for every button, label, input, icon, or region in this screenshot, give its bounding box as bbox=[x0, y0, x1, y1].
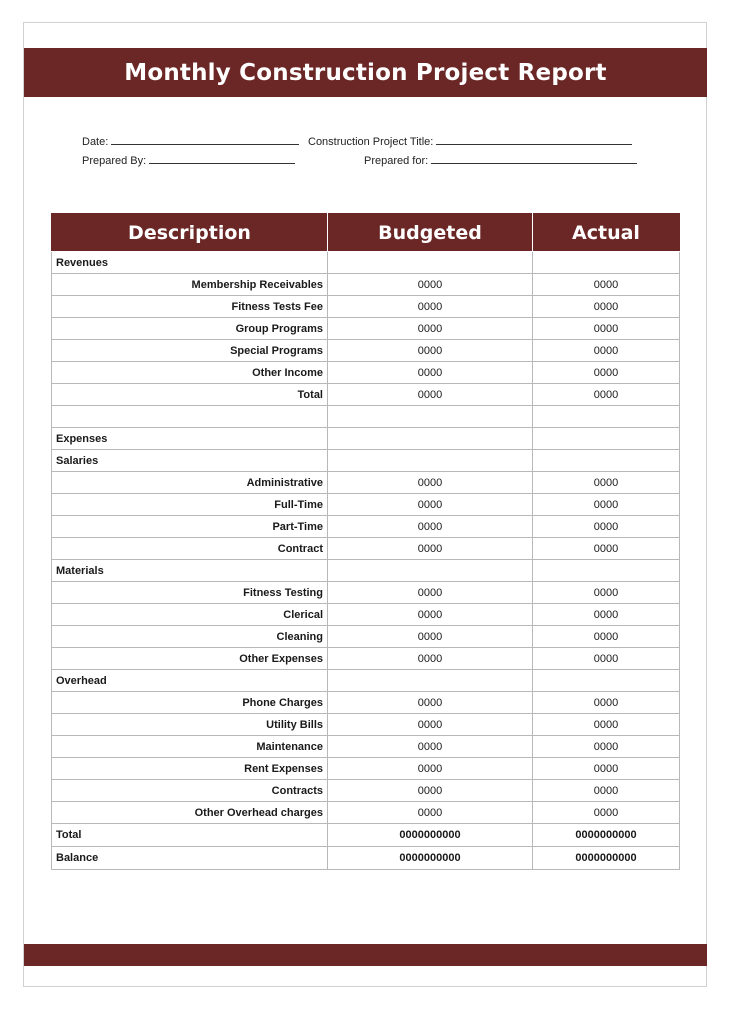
row-actual-value[interactable]: 0000 bbox=[533, 758, 680, 780]
table-row bbox=[52, 384, 680, 406]
row-actual-value[interactable]: 0000 bbox=[533, 626, 680, 648]
row-budgeted-value[interactable] bbox=[328, 406, 533, 428]
row-actual-value[interactable] bbox=[533, 560, 680, 582]
row-description: Cleaning bbox=[52, 626, 328, 648]
date-field bbox=[82, 135, 299, 148]
table-row bbox=[52, 802, 680, 824]
row-actual-value[interactable]: 0000 bbox=[533, 516, 680, 538]
table-row bbox=[52, 780, 680, 802]
table-row bbox=[52, 340, 680, 362]
row-budgeted-value[interactable]: 0000 bbox=[328, 582, 533, 604]
row-description: Materials bbox=[52, 560, 328, 582]
prepared-by-blank-line[interactable] bbox=[149, 154, 295, 164]
row-actual-value[interactable]: 0000 bbox=[533, 318, 680, 340]
row-budgeted-value[interactable]: 0000 bbox=[328, 736, 533, 758]
section-row bbox=[52, 252, 680, 274]
table-row bbox=[52, 692, 680, 714]
row-description: Special Programs bbox=[52, 340, 328, 362]
row-budgeted-value[interactable]: 0000 bbox=[328, 274, 533, 296]
row-actual-value[interactable]: 0000 bbox=[533, 736, 680, 758]
header-actual: Actual bbox=[533, 214, 680, 252]
row-description: Revenues bbox=[52, 252, 328, 274]
row-description: Expenses bbox=[52, 428, 328, 450]
row-actual-value[interactable]: 0000000000 bbox=[533, 847, 680, 870]
row-actual-value[interactable]: 0000 bbox=[533, 384, 680, 406]
row-budgeted-value[interactable]: 0000000000 bbox=[328, 847, 533, 870]
row-budgeted-value[interactable]: 0000 bbox=[328, 626, 533, 648]
row-budgeted-value[interactable]: 0000 bbox=[328, 604, 533, 626]
section-row bbox=[52, 560, 680, 582]
row-description: Other Income bbox=[52, 362, 328, 384]
row-actual-value[interactable]: 0000 bbox=[533, 780, 680, 802]
row-description: Salaries bbox=[52, 450, 328, 472]
date-blank-line[interactable] bbox=[111, 135, 299, 145]
row-budgeted-value[interactable]: 0000 bbox=[328, 296, 533, 318]
footer-banner bbox=[24, 944, 707, 966]
header-description: Description bbox=[52, 214, 328, 252]
row-description: Phone Charges bbox=[52, 692, 328, 714]
row-actual-value[interactable]: 0000 bbox=[533, 802, 680, 824]
table-row bbox=[52, 516, 680, 538]
table-header-row bbox=[52, 214, 680, 252]
summary-row bbox=[52, 824, 680, 847]
row-actual-value[interactable]: 0000 bbox=[533, 582, 680, 604]
row-description: Balance bbox=[52, 847, 328, 870]
row-budgeted-value[interactable]: 0000 bbox=[328, 692, 533, 714]
row-budgeted-value[interactable]: 0000 bbox=[328, 384, 533, 406]
row-actual-value[interactable]: 0000 bbox=[533, 714, 680, 736]
row-budgeted-value[interactable]: 0000 bbox=[328, 802, 533, 824]
table-row bbox=[52, 274, 680, 296]
row-description: Total bbox=[52, 384, 328, 406]
section-row bbox=[52, 670, 680, 692]
row-description bbox=[52, 406, 328, 428]
prepared-by-field bbox=[82, 154, 295, 167]
row-description: Clerical bbox=[52, 604, 328, 626]
row-description: Full-Time bbox=[52, 494, 328, 516]
row-actual-value[interactable]: 0000 bbox=[533, 472, 680, 494]
row-budgeted-value[interactable]: 0000 bbox=[328, 780, 533, 802]
row-actual-value[interactable]: 0000 bbox=[533, 340, 680, 362]
row-actual-value[interactable] bbox=[533, 428, 680, 450]
row-budgeted-value[interactable]: 0000 bbox=[328, 714, 533, 736]
row-description: Fitness Tests Fee bbox=[52, 296, 328, 318]
table-row bbox=[52, 494, 680, 516]
section-row bbox=[52, 428, 680, 450]
row-actual-value[interactable] bbox=[533, 450, 680, 472]
row-description: Contracts bbox=[52, 780, 328, 802]
date-label: Date: bbox=[82, 136, 109, 148]
table-row bbox=[52, 714, 680, 736]
row-budgeted-value[interactable]: 0000 bbox=[328, 758, 533, 780]
row-actual-value[interactable] bbox=[533, 252, 680, 274]
row-budgeted-value[interactable]: 0000 bbox=[328, 340, 533, 362]
row-description: Total bbox=[52, 824, 328, 847]
row-budgeted-value[interactable]: 0000 bbox=[328, 648, 533, 670]
title-banner bbox=[24, 48, 707, 97]
budget-table bbox=[51, 213, 680, 870]
row-description: Rent Expenses bbox=[52, 758, 328, 780]
table-row bbox=[52, 406, 680, 428]
prepared-for-blank-line[interactable] bbox=[431, 154, 637, 164]
row-budgeted-value[interactable]: 0000 bbox=[328, 538, 533, 560]
row-actual-value[interactable]: 0000 bbox=[533, 296, 680, 318]
table-row bbox=[52, 472, 680, 494]
row-description: Other Expenses bbox=[52, 648, 328, 670]
row-description: Other Overhead charges bbox=[52, 802, 328, 824]
row-description: Utility Bills bbox=[52, 714, 328, 736]
table-row bbox=[52, 318, 680, 340]
row-description: Overhead bbox=[52, 670, 328, 692]
row-budgeted-value[interactable] bbox=[328, 428, 533, 450]
row-budgeted-value[interactable] bbox=[328, 450, 533, 472]
row-budgeted-value[interactable]: 0000 bbox=[328, 494, 533, 516]
table-row bbox=[52, 736, 680, 758]
row-description: Group Programs bbox=[52, 318, 328, 340]
table-row bbox=[52, 604, 680, 626]
table-row bbox=[52, 296, 680, 318]
table-row bbox=[52, 582, 680, 604]
row-budgeted-value[interactable]: 0000 bbox=[328, 516, 533, 538]
row-budgeted-value[interactable] bbox=[328, 670, 533, 692]
row-actual-value[interactable]: 0000 bbox=[533, 604, 680, 626]
table-row bbox=[52, 538, 680, 560]
row-actual-value[interactable]: 0000 bbox=[533, 692, 680, 714]
row-description: Administrative bbox=[52, 472, 328, 494]
section-row bbox=[52, 450, 680, 472]
header-budgeted: Budgeted bbox=[328, 214, 533, 252]
table-row bbox=[52, 362, 680, 384]
prepared-for-field bbox=[364, 154, 637, 167]
row-actual-value[interactable] bbox=[533, 406, 680, 428]
row-actual-value[interactable]: 0000000000 bbox=[533, 824, 680, 847]
row-actual-value[interactable]: 0000 bbox=[533, 538, 680, 560]
row-actual-value[interactable]: 0000 bbox=[533, 494, 680, 516]
row-description: Contract bbox=[52, 538, 328, 560]
row-description: Fitness Testing bbox=[52, 582, 328, 604]
row-description: Part-Time bbox=[52, 516, 328, 538]
project-title-field bbox=[308, 135, 632, 148]
row-budgeted-value[interactable] bbox=[328, 560, 533, 582]
row-budgeted-value[interactable]: 0000 bbox=[328, 318, 533, 340]
prepared-by-label: Prepared By: bbox=[82, 155, 147, 167]
project-title-label: Construction Project Title: bbox=[308, 136, 434, 148]
row-budgeted-value[interactable] bbox=[328, 252, 533, 274]
row-description: Maintenance bbox=[52, 736, 328, 758]
row-actual-value[interactable] bbox=[533, 670, 680, 692]
table-body bbox=[52, 252, 680, 870]
row-actual-value[interactable]: 0000 bbox=[533, 648, 680, 670]
row-description: Membership Receivables bbox=[52, 274, 328, 296]
table-row bbox=[52, 758, 680, 780]
row-actual-value[interactable]: 0000 bbox=[533, 274, 680, 296]
row-actual-value[interactable]: 0000 bbox=[533, 362, 680, 384]
prepared-for-label: Prepared for: bbox=[364, 155, 429, 167]
project-title-blank-line[interactable] bbox=[436, 135, 632, 145]
table-row bbox=[52, 648, 680, 670]
summary-row bbox=[52, 847, 680, 870]
report-title: Monthly Construction Project Report bbox=[124, 59, 607, 86]
row-budgeted-value[interactable]: 0000000000 bbox=[328, 824, 533, 847]
table-row bbox=[52, 626, 680, 648]
row-budgeted-value[interactable]: 0000 bbox=[328, 362, 533, 384]
row-budgeted-value[interactable]: 0000 bbox=[328, 472, 533, 494]
